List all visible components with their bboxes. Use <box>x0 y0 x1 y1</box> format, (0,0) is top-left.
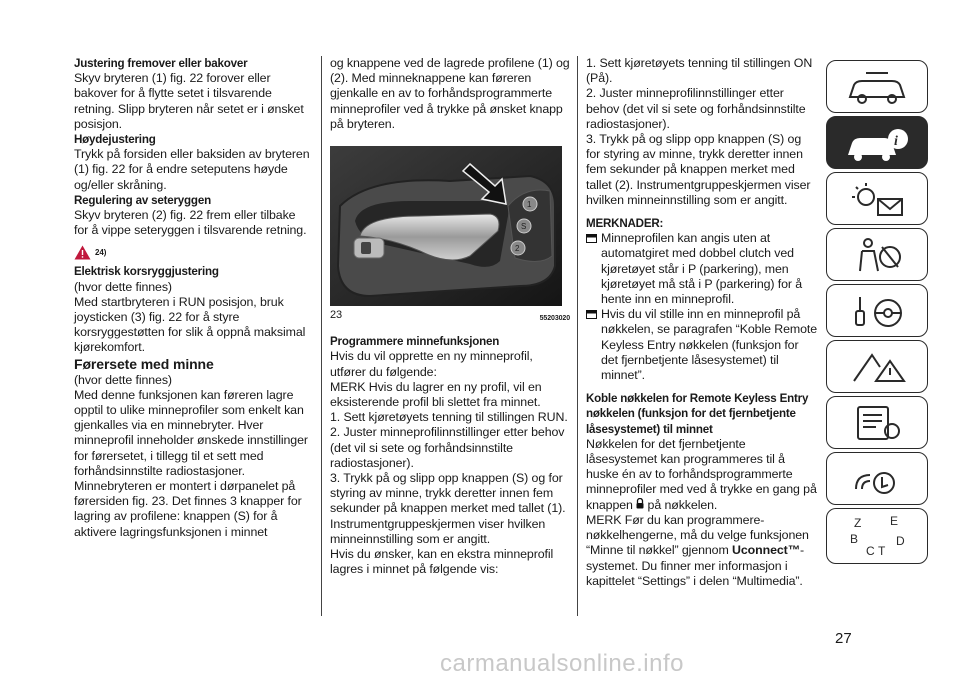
chapter-tab-warning-lights[interactable] <box>826 172 928 225</box>
chapter-tab-car-info[interactable] <box>826 116 928 169</box>
lock-icon <box>636 498 644 509</box>
watermark: carmanualsonline.info <box>440 650 684 677</box>
column-1 <box>74 56 312 540</box>
chapter-tab-safety[interactable] <box>826 228 928 281</box>
heading-backrest: Regulering av seteryggen <box>74 193 211 207</box>
heading-program-memory: Programmere minnefunksjonen <box>330 335 500 349</box>
paragraph: 2. Juster minneprofilinnstillinger etter behov (det vil si sete og forhåndsinnstilte radiostasjoner). <box>330 425 565 470</box>
paragraph: 3. Trykk på og slipp opp knappen (S) og for styring av minne, trykk deretter innen fem sekunder på knappen merket med tallet (1). Instrumentgruppeskjermen viser hvilken minneinnstilling som er angitt. <box>330 471 566 546</box>
paragraph-text: MERK Før du kan programmere- nøkkelhengerne, må du velge funksjonen “Minne til nøkkel” gjennom <box>586 512 809 558</box>
figure-caption <box>330 308 570 326</box>
svg-text:S: S <box>521 222 527 232</box>
column-divider <box>321 56 322 616</box>
paragraph: 3. Trykk på og slipp opp knappen (S) og for styring av minne, trykk deretter innen fem sekunder på knappen merket med tallet (2). Instrumentgruppeskjermen viser hvilken minneinnstilling som er angitt. <box>586 132 811 207</box>
dashboard-car-icon <box>842 67 912 107</box>
chapter-tab-index[interactable] <box>826 508 928 564</box>
paragraph: Minnebryteren er montert i dørpanelet på førersiden fig. 23. Det finnes 3 knapper for lagring av profilene: knappen (S) for å aktivere lagringsfunksjonen i minnet <box>74 479 302 539</box>
book-icon <box>586 310 597 319</box>
column-2 <box>330 56 570 577</box>
paragraph: 1. Sett kjøretøyets tenning til stillingen RUN. <box>330 410 568 425</box>
index-letter: D <box>896 534 905 548</box>
paragraph: (hvor dette finnes) <box>74 279 172 294</box>
index-letter: T <box>878 544 886 558</box>
paragraph: Skyv bryteren (1) fig. 22 forover eller bakover for å flytte setet i tilsvarende retning. Slipp bryteren når setet er i ønsket posisjon. <box>74 71 304 131</box>
index-letter: Z <box>854 516 862 530</box>
heading-key-link: Koble nøkkelen for Remote Keyless Entry nøkkelen (funksjon for det fjernbetjente låsesystemet) til minnet <box>586 392 809 436</box>
note-item <box>586 307 818 383</box>
paragraph: 2. Juster minneprofilinnstillinger etter behov (det vil si sete og forhåndsinnstilte radiostasjoner). <box>586 86 806 131</box>
warning-reference <box>74 243 312 261</box>
index-icon <box>842 513 912 559</box>
warning-lights-icon <box>842 179 912 219</box>
heading-forward-backward: Justering fremover eller bakover <box>74 57 248 70</box>
paragraph: Hvis du vil opprette en ny minneprofil, utfører du følgende: <box>330 349 533 379</box>
multimedia-icon <box>842 459 912 499</box>
car-info-icon <box>842 123 912 163</box>
index-letter: C <box>866 544 875 558</box>
starting-driving-icon <box>842 291 912 331</box>
heading-height: Høydejustering <box>74 133 156 147</box>
warning-triangle-icon <box>74 245 91 260</box>
paragraph <box>586 437 818 513</box>
figure-number: 23 <box>330 309 343 322</box>
svg-text:i: i <box>894 133 898 149</box>
chapter-tab-dashboard[interactable] <box>826 60 928 113</box>
paragraph: MERK Hvis du lagrer en ny profil, vil en eksisterende profil bli slettet fra minnet. <box>330 379 542 410</box>
column-3 <box>586 56 818 589</box>
paragraph-text: -systemet. Du finner mer informasjon i kapittelet “Settings” i delen “Multimedia”. <box>586 543 805 588</box>
chapter-tab-maintenance[interactable] <box>826 396 928 449</box>
svg-text:1: 1 <box>527 200 532 210</box>
paragraph: Trykk på forsiden eller baksiden av bryteren (1) fig. 22 for å endre seteputens høyde og/eller skråning. <box>74 147 310 192</box>
heading-lumbar: Elektrisk korsryggjustering <box>74 265 219 279</box>
emergency-icon <box>842 347 912 387</box>
paragraph-text: Nøkkelen for det fjernbetjente låsesystemet kan programmeres til å huske én av to forhåndsprogrammerte minneprofiler med ved å trykke en gang på knappen <box>586 436 817 512</box>
note-text: Minneprofilen kan angis uten at automatgiret med dobbel clutch ved kjøretøyet står i P (parkering), men kjøretøyet må stå i P (parkering) for å hente inn en minneprofil. <box>601 231 803 307</box>
airbag-safety-icon <box>842 235 912 275</box>
paragraph-text: på nøkkelen. <box>647 497 718 512</box>
page-number: 27 <box>835 630 852 647</box>
paragraph: og knappene ved de lagrede profilene (1) og (2). Med minneknappene kan føreren gjenkalle en av to forhåndsprogrammerte minneprofiler ved å trykke på ønsket knapp på bryteren. <box>330 56 570 131</box>
index-letter: B <box>850 532 859 546</box>
chapter-tab-starting-driving[interactable] <box>826 284 928 337</box>
uconnect-label: Uconnect™ <box>732 543 800 558</box>
chapter-tab-emergency[interactable] <box>826 340 928 393</box>
section-title-memory-seat: Førersete med minne <box>74 355 214 372</box>
index-letter: E <box>890 514 899 528</box>
figure-code: 55203020 <box>539 315 570 323</box>
heading-notes: MERKNADER: <box>586 217 664 231</box>
chapter-tab-multimedia[interactable] <box>826 452 928 505</box>
paragraph: Med denne funksjonen kan føreren lagre opptil to ulike minneprofiler som enkelt kan gjenkalles via en minnebryter. Hver minneprofil inneholder ønskede innstillinger for førersetet, i tillegg til et sett med forhåndsinnstilte radiostasjoner. <box>74 387 308 478</box>
book-icon <box>586 234 597 243</box>
figure-door-memory-switch <box>330 146 562 306</box>
warning-ref-number: 24) <box>95 247 107 257</box>
note-text: Hvis du vil stille inn en minneprofil på nøkkelen, se paragrafen “Koble Remote Keyless Entry nøkkelen (funksjon for det fjernbetjente låsesystemet) til minnet”. <box>601 307 818 383</box>
door-panel-photo <box>330 146 562 306</box>
column-divider <box>577 56 578 616</box>
paragraph: (hvor dette finnes) <box>74 372 172 387</box>
paragraph <box>586 513 818 589</box>
paragraph: Skyv bryteren (2) fig. 22 frem eller tilbake for å vippe seteryggen i tilsvarende retning. <box>74 208 307 238</box>
paragraph: Med startbryteren i RUN posisjon, bruk joysticken (3) fig. 22 for å styre korsryggestøtten for slik å oppnå maksimal kjørekomfort. <box>74 294 306 355</box>
paragraph: Hvis du ønsker, kan en ekstra minneprofil lagres i minnet på følgende vis: <box>330 547 554 577</box>
paragraph: 1. Sett kjøretøyets tenning til stillingen ON (På). <box>586 56 813 86</box>
note-item <box>586 231 818 307</box>
svg-text:2: 2 <box>515 244 520 254</box>
maintenance-icon <box>842 403 912 443</box>
